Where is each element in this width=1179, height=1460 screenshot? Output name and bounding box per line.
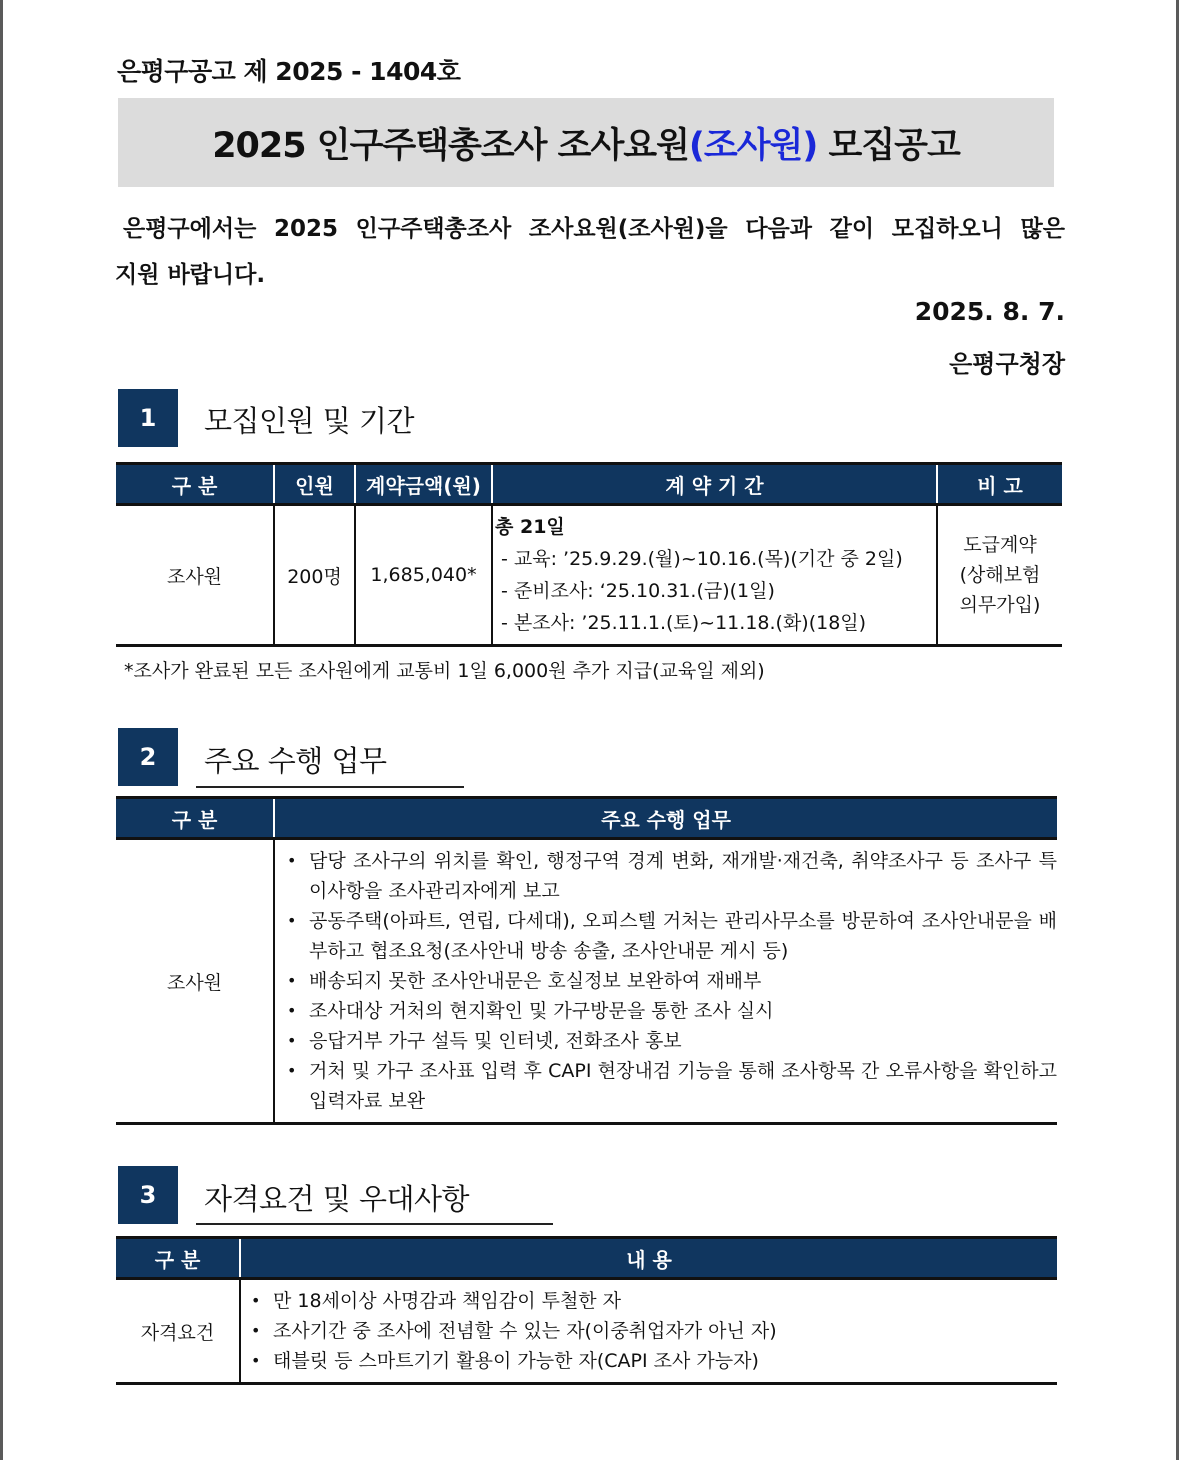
table-row bbox=[116, 839, 1057, 1124]
duties-table bbox=[116, 796, 1057, 1125]
intro-line-2: 지원 바랍니다. bbox=[115, 262, 266, 288]
remark-line: 의무가입) bbox=[959, 594, 1041, 616]
qualification-list bbox=[241, 1280, 1057, 1382]
cell-remark bbox=[937, 505, 1062, 646]
col-header-amount: 계약금액(원) bbox=[355, 464, 492, 505]
section-1-number: 1 bbox=[118, 389, 178, 447]
duties-list bbox=[275, 840, 1057, 1122]
list-item: • 조사대상 거처의 현지확인 및 가구방문을 통한 조사 실시 bbox=[287, 996, 1057, 1026]
page-border-left bbox=[0, 0, 3, 1460]
section-2-title: 주요 수행 업무 bbox=[204, 744, 387, 778]
col-header-category: 구 분 bbox=[116, 1238, 240, 1279]
col-header-content: 내 용 bbox=[240, 1238, 1057, 1279]
table-row bbox=[116, 505, 1062, 646]
col-header-category: 구 분 bbox=[116, 464, 274, 505]
title-banner bbox=[118, 98, 1054, 187]
cell-category: 조사원 bbox=[166, 565, 223, 588]
signer: 은평구청장 bbox=[949, 350, 1065, 378]
section-3-number: 3 bbox=[118, 1166, 178, 1224]
cell-content bbox=[240, 1279, 1057, 1384]
col-header-count: 인원 bbox=[274, 464, 355, 505]
period-total: 총 21일 bbox=[495, 516, 565, 538]
col-header-period: 계 약 기 간 bbox=[492, 464, 937, 505]
list-item: • 만 18세이상 사명감과 책임감이 투철한 자 bbox=[251, 1286, 1053, 1316]
col-header-duties: 주요 수행 업무 bbox=[274, 798, 1057, 839]
qualification-table bbox=[116, 1236, 1057, 1385]
remark-line: 도급계약 bbox=[963, 534, 1037, 556]
intro-paragraph bbox=[115, 206, 1065, 298]
section-1-title: 모집인원 및 기간 bbox=[204, 404, 415, 438]
title-suffix: 모집공고 bbox=[817, 125, 960, 166]
section-2-underline bbox=[196, 786, 464, 788]
list-item: • 담당 조사구의 위치를 확인, 행정구역 경계 변화, 재개발·재건축, 취약조사구 등 조사구 특이사항을 조사관리자에게 보고 bbox=[287, 846, 1057, 906]
title-prefix: 2025 인구주택총조사 조사요원 bbox=[212, 125, 689, 166]
list-item: • 태블릿 등 스마트기기 활용이 가능한 자(CAPI 조사 가능자) bbox=[251, 1346, 1053, 1376]
list-item: • 공동주택(아파트, 연립, 다세대), 오피스텔 거처는 관리사무소를 방문하여 조사안내문을 배부하고 협조요청(조사안내 방송 송출, 조사안내문 게시 등) bbox=[287, 906, 1057, 966]
period-item: - 교육: ’25.9.29.(월)~10.16.(목)(기간 중 2일) bbox=[501, 548, 903, 570]
cell-category: 조사원 bbox=[166, 971, 223, 994]
list-item: • 배송되지 못한 조사안내문은 호실정보 보완하여 재배부 bbox=[287, 966, 1057, 996]
notice-date: 2025. 8. 7. bbox=[914, 297, 1065, 326]
cell-duties bbox=[274, 839, 1057, 1124]
col-header-category: 구 분 bbox=[116, 798, 274, 839]
intro-line-1: 은평구에서는 2025 인구주택총조사 조사요원(조사원)을 다음과 같이 모집하오니 많은 bbox=[123, 216, 1065, 242]
section-2-number: 2 bbox=[118, 728, 178, 786]
title-highlight: (조사원) bbox=[688, 125, 818, 166]
recruitment-table bbox=[116, 462, 1062, 647]
period-item: - 준비조사: ‘25.10.31.(금)(1일) bbox=[501, 580, 775, 602]
list-item: • 응답거부 가구 설득 및 인터넷, 전화조사 홍보 bbox=[287, 1026, 1057, 1056]
notice-number: 은평구공고 제 2025 - 1404호 bbox=[117, 57, 461, 86]
period-item: - 본조사: ’25.11.1.(토)~11.18.(화)(18일) bbox=[501, 612, 867, 634]
remark-line: (상해보험 bbox=[959, 564, 1041, 586]
table-note: *조사가 완료된 모든 조사원에게 교통비 1일 6,000원 추가 지급(교육일 제외) bbox=[124, 660, 765, 682]
section-3-underline bbox=[196, 1223, 553, 1225]
cell-count: 200명 bbox=[274, 505, 355, 646]
table-row bbox=[116, 1279, 1057, 1384]
col-header-remark: 비 고 bbox=[937, 464, 1062, 505]
cell-category: 자격요건 bbox=[140, 1321, 215, 1344]
cell-amount: 1,685,040* bbox=[355, 505, 492, 646]
cell-period bbox=[492, 505, 937, 646]
section-3-title: 자격요건 및 우대사항 bbox=[204, 1182, 470, 1216]
list-item: • 조사기간 중 조사에 전념할 수 있는 자(이중취업자가 아닌 자) bbox=[251, 1316, 1053, 1346]
page-title bbox=[212, 118, 960, 168]
list-item: • 거처 및 가구 조사표 입력 후 CAPI 현장내검 기능을 통해 조사항목 간 오류사항을 확인하고 입력자료 보완 bbox=[287, 1056, 1057, 1116]
